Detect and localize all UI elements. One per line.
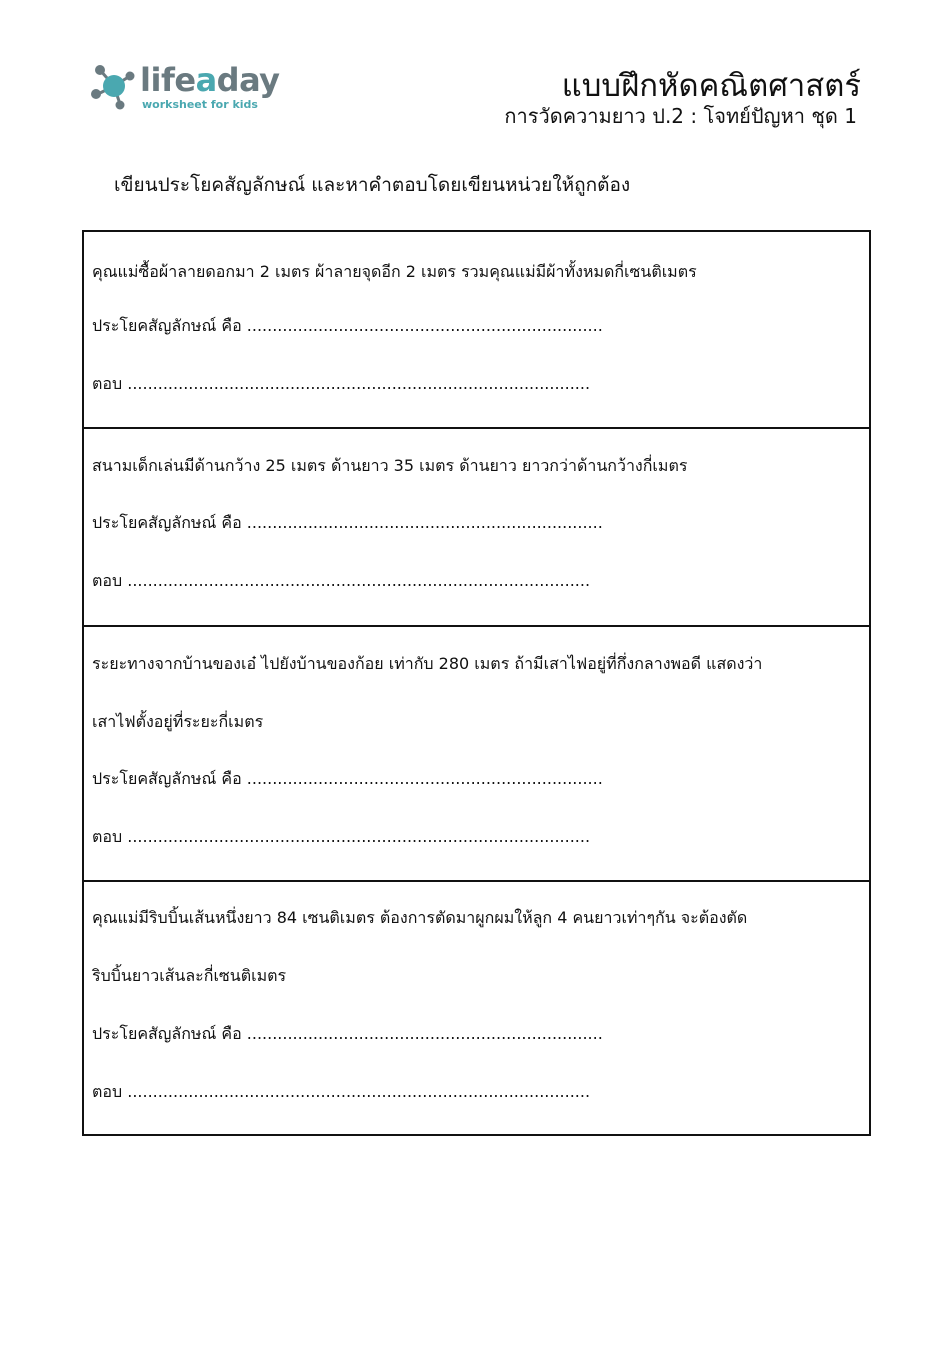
question-text-continued: เสาไฟตั้งอยู่ที่ระยะกี่เมตร <box>92 712 264 731</box>
answer-line[interactable]: ตอบ ........................................................................................... <box>92 827 591 846</box>
question-text-continued: ริบบิ้นยาวเส้นละกี่เซนติเมตร <box>92 966 287 985</box>
logo-wordmark: lifeaday <box>140 61 280 99</box>
question-text: คุณแม่ซื้อผ้าลายดอกมา 2 เมตร ผ้าลายจุดอีก 2 เมตร รวมคุณแม่มีผ้าทั้งหมดกี่เซนติเมตร <box>92 262 697 281</box>
logo-tagline: worksheet for kids <box>142 98 258 111</box>
answer-line[interactable]: ตอบ ........................................................................................... <box>92 1082 591 1101</box>
page-subtitle: การวัดความยาว ป.2 : โจทย์ปัญหา ชุด 1 <box>504 104 857 128</box>
question-text: สนามเด็กเล่นมีด้านกว้าง 25 เมตร ด้านยาว 35 เมตร ด้านยาว ยาวกว่าด้านกว้างกี่เมตร <box>92 456 688 475</box>
answer-line[interactable]: ตอบ ........................................................................................... <box>92 374 591 393</box>
symbolic-sentence-line[interactable]: ประโยคสัญลักษณ์ คือ ...................................................................... <box>92 316 603 335</box>
question-box-2 <box>84 429 869 627</box>
question-text: ระยะทางจากบ้านของเอ๋ ไปยังบ้านของก้อย เท่ากับ 280 เมตร ถ้ามีเสาไฟอยู่ที่กึ่งกลางพอดี แสดงว่า <box>92 654 763 673</box>
question-box-1 <box>84 232 869 429</box>
instruction-text: เขียนประโยคสัญลักษณ์ และหาคำตอบโดยเขียนหน่วยให้ถูกต้อง <box>114 174 631 196</box>
symbolic-sentence-line[interactable]: ประโยคสัญลักษณ์ คือ ...................................................................... <box>92 769 603 788</box>
logo <box>90 60 280 120</box>
symbolic-sentence-line[interactable]: ประโยคสัญลักษณ์ คือ ...................................................................... <box>92 513 603 532</box>
question-box-3 <box>84 627 869 882</box>
symbolic-sentence-line[interactable]: ประโยคสัญลักษณ์ คือ ...................................................................... <box>92 1024 603 1043</box>
answer-line[interactable]: ตอบ ........................................................................................... <box>92 571 591 590</box>
page-title: แบบฝึกหัดคณิตศาสตร์ <box>561 68 861 104</box>
question-sheet <box>82 230 871 1136</box>
logo-molecule-icon <box>90 60 138 112</box>
question-box-4 <box>84 882 869 1134</box>
question-text: คุณแม่มีริบบิ้นเส้นหนึ่งยาว 84 เซนติเมตร ต้องการตัดมาผูกผมให้ลูก 4 คนยาวเท่าๆกัน จะต้องตัด <box>92 908 748 927</box>
